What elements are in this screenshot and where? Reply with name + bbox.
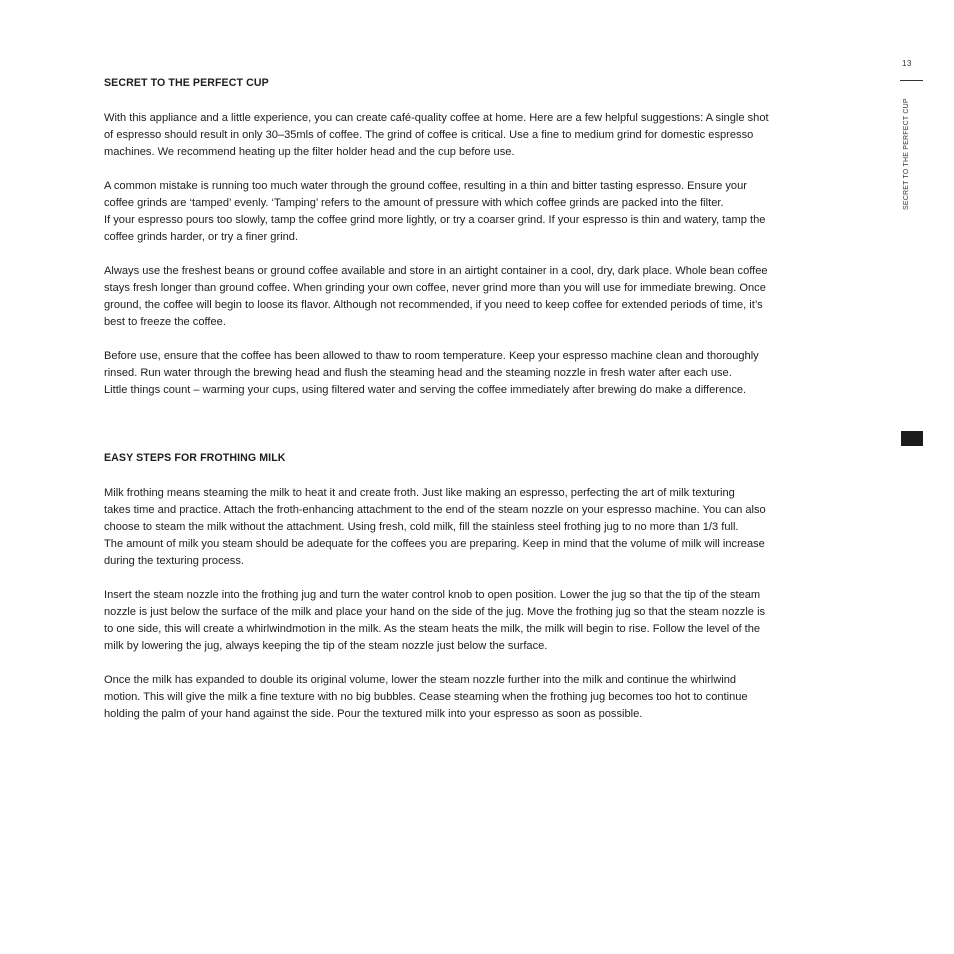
text-line: choose to steam the milk without the attachment. Using fresh, cold milk, fill the stainless steel frothing jug to no more than 1/3 full. [104,521,739,533]
text-line: of espresso should result in only 30–35mls of coffee. The grind of coffee is critical. Use a fine to medium grind for domestic espresso [104,129,754,141]
text-line: Once the milk has expanded to double its original volume, lower the steam nozzle further into the milk and continue the whirlwind [104,674,737,686]
text-line: coffee grinds harder, or try a finer grind. [104,231,299,243]
text-line: Before use, ensure that the coffee has been allowed to thaw to room temperature. Keep your espresso machine clean and thoroughly [104,350,759,362]
text-line: rinsed. Run water through the brewing head and flush the steaming head and the steaming nozzle in fresh water after each use. [104,367,732,379]
running-section-title-text: SECRET TO THE PERFECT CUP [903,98,910,210]
text-line: Milk frothing means steaming the milk to heat it and create froth. Just like making an espresso, perfecting the art of milk texturing [104,487,735,499]
section-heading: EASY STEPS FOR FROTHING MILK [104,452,286,464]
section-tab-marker [901,431,923,446]
text-line: Insert the steam nozzle into the frothing jug and turn the water control knob to open position. Lower the jug so that the tip of the steam [104,589,761,601]
text-line: nozzle is just below the surface of the milk and place your hand on the side of the jug. Move the frothing jug so that the steam nozzle is [104,606,766,618]
text-line: stays fresh longer than ground coffee. When grinding your own coffee, never grind more than you will use for immediate brewing. Once [104,282,766,294]
paragraph [104,587,826,655]
section-perfect-cup [104,76,826,399]
paragraph [104,672,826,723]
paragraph [104,263,826,331]
paragraph [104,348,826,399]
page-content [104,76,826,723]
page-number: 13 [902,59,912,68]
text-line: A common mistake is running too much water through the ground coffee, resulting in a thin and bitter tasting espresso. Ensure your [104,180,747,192]
text-line: The amount of milk you steam should be adequate for the coffees you are preparing. Keep in mind that the volume of milk will increase [104,538,765,550]
text-line: Always use the freshest beans or ground coffee available and store in an airtight container in a cool, dry, dark place. Whole bean coffee [104,265,768,277]
paragraph [104,110,826,161]
text-line: to one side, this will create a whirlwindmotion in the milk. As the steam heats the milk, the milk will begin to rise. Follow the level of the [104,623,761,635]
text-line: coffee grinds are ‘tamped’ evenly. ‘Tamping’ refers to the amount of pressure with which coffee grinds are packed into the filter. [104,197,724,209]
paragraph [104,178,826,246]
running-section-title [903,95,916,210]
text-line: With this appliance and a little experience, you can create café-quality coffee at home. Here are a few helpful suggestions: A single shot [104,112,769,124]
text-line: If your espresso pours too slowly, tamp the coffee grind more lightly, or try a coarser grind. If your espresso is thin and watery, tamp the [104,214,766,226]
text-line: takes time and practice. Attach the froth-enhancing attachment to the end of the steam nozzle on your espresso machine. You can also [104,504,766,516]
text-line: holding the palm of your hand against the side. Pour the textured milk into your espresso as soon as possible. [104,708,643,720]
text-line: best to freeze the coffee. [104,316,226,328]
text-line: milk by lowering the jug, always keeping the tip of the steam nozzle just below the surface. [104,640,548,652]
text-line: during the texturing process. [104,555,244,567]
text-line: ground, the coffee will begin to loose its flavor. Although not recommended, if you need to keep coffee for extended periods of time, it’s [104,299,763,311]
margin-rule [900,80,923,81]
section-heading: SECRET TO THE PERFECT CUP [104,77,269,89]
text-line: Little things count – warming your cups, using filtered water and serving the coffee immediately after brewing do make a difference. [104,384,747,396]
paragraph [104,485,826,570]
section-frothing-milk [104,451,826,723]
text-line: motion. This will give the milk a fine texture with no big bubbles. Cease steaming when the frothing jug becomes too hot to continue [104,691,748,703]
text-line: machines. We recommend heating up the filter holder head and the cup before use. [104,146,515,158]
